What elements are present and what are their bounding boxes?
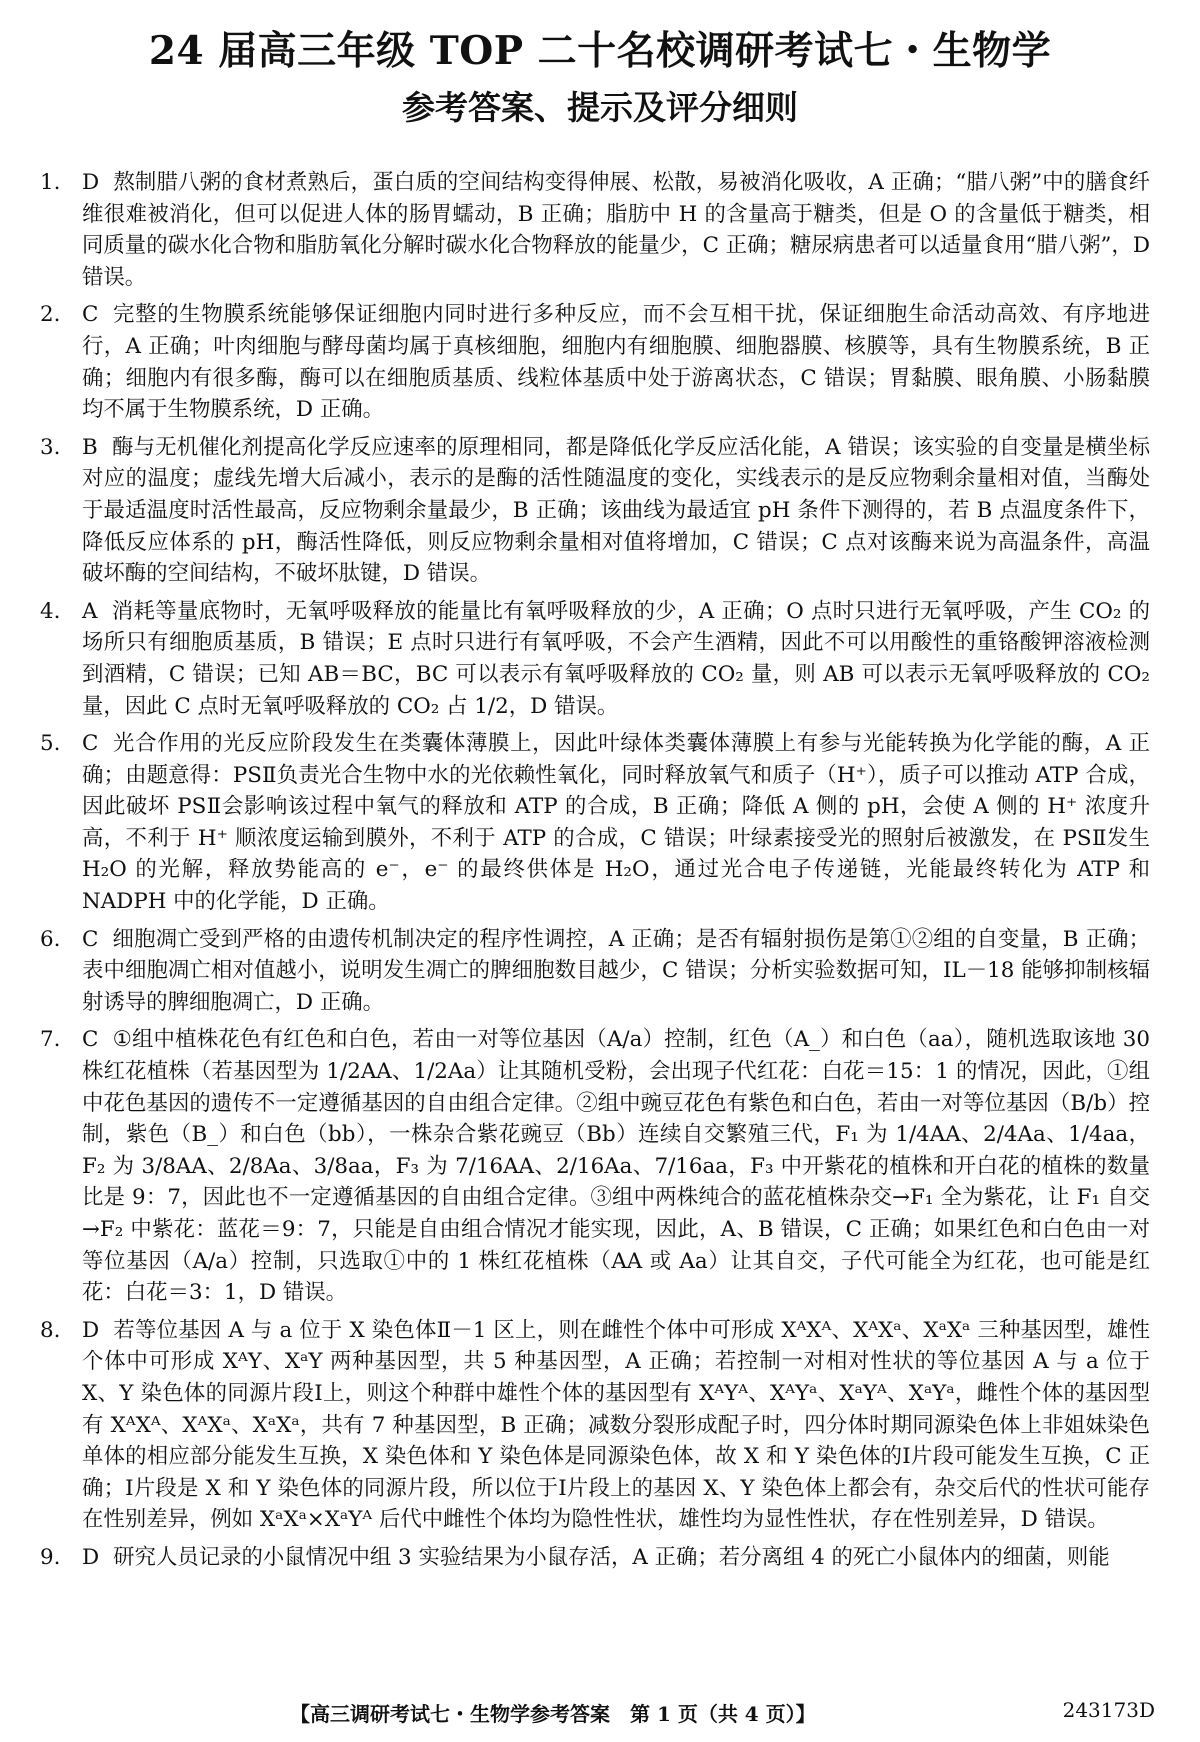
- answer-item-6: [40, 924, 1150, 1019]
- answer-explanation: 细胞凋亡受到严格的由遗传机制决定的程序性调控，A 正确；是否有辐射损伤是第①②组的自变量，B 正确；表中细胞凋亡相对值越小，说明发生凋亡的脾细胞数目越少，C 错误；分析实验数据可知，IL－18 能够抑制核辐射诱导的脾细胞凋亡，D 正确。: [82, 926, 1150, 1015]
- answer-item-7: [40, 1024, 1150, 1308]
- answer-choice: D: [82, 170, 100, 195]
- answer-choice: D: [82, 1544, 100, 1570]
- answer-number: 7.: [40, 1027, 61, 1053]
- answer-number: 5.: [40, 731, 61, 757]
- answer-item-4: [40, 596, 1150, 722]
- answer-item-1: [40, 167, 1150, 293]
- answer-choice: B: [82, 434, 98, 460]
- answer-choice: A: [82, 598, 98, 624]
- answer-choice: C: [82, 1027, 99, 1053]
- answer-item-5: [40, 728, 1150, 918]
- answer-explanation: 若等位基因 A 与 a 位于 X 染色体Ⅱ－1 区上，则在雌性个体中可形成 XᴬXᴬ、XᴬXᵃ、XᵃXᵃ 三种基因型，雄性个体中可形成 XᴬY、XᵃY 两种基因型，共 5 种基因型，A 正确；若控制一对相对性状的等位基因 A 与 a 位于 X、Y 染色体的同源片段Ⅰ上，则这个种群中雄性个体的基因型有 XᴬYᴬ、XᴬYᵃ、XᵃYᴬ、XᵃYᵃ，雌性个体的基因型有 XᴬXᴬ、XᴬXᵃ、XᵃXᵃ，共有 7 种基因型，B 正确；减数分裂形成配子时，四分体时期同源染色体上非姐妹染色单体的相应部分能发生互换，X 染色体和 Y 染色体是同源染色体，故 X 和 Y 染色体的Ⅰ片段可能发生互换，C 正确；Ⅰ片段是 X 和 Y 染色体的同源片段，所以位于Ⅰ片段上的基因 X、Y 染色体上都会有，杂交后代的性状可能存在性别差异，例如 XᵃXᵃ×XᵃYᴬ 后代中雌性个体均为隐性性状，雄性均为显性性状，存在性别差异，D 错误。: [82, 1317, 1150, 1533]
- answer-number: 3.: [40, 434, 61, 460]
- answer-number: 1.: [40, 170, 61, 195]
- answer-number: 8.: [40, 1317, 61, 1343]
- answer-explanation: 酶与无机催化剂提高化学反应速率的原理相同，都是降低化学反应活化能，A 错误；该实验的自变量是横坐标对应的温度；虚线先增大后减小，表示的是酶的活性随温度的变化，实线表示的是反应物剩余量相对值，当酶处于最适温度时活性最高，反应物剩余量最少，B 正确；该曲线为最适宜 pH 条件下测得的，若 B 点温度条件下，降低反应体系的 pH，酶活性降低，则反应物剩余量相对值将增加，C 错误；C 点对该酶来说为高温条件，高温破坏酶的空间结构，不破坏肽键，D 错误。: [82, 434, 1150, 587]
- footer-code: 243173D: [1062, 1698, 1155, 1722]
- answer-choice: C: [82, 926, 99, 952]
- page-subtitle: 参考答案、提示及评分细则: [402, 88, 798, 127]
- answer-item-9: [40, 1542, 1150, 1574]
- answer-item-8: [40, 1315, 1150, 1536]
- answer-number: 2.: [40, 302, 61, 328]
- answer-explanation: ①组中植株花色有红色和白色，若由一对等位基因（A/a）控制，红色（A_）和白色（aa），随机选取该地 30 株红花植株（若基因型为 1/2AA、1/2Aa）让其随机受粉，会出现子代红花：白花＝15：1 的情况，因此，①组中花色基因的遗传不一定遵循基因的自由组合定律。②组中豌豆花色有紫色和白色，若由一对等位基因（B/b）控制，紫色（B_）和白色（bb），一株杂合紫花豌豆（Bb）连续自交繁殖三代，F₁ 为 1/4AA、2/4Aa、1/4aa，F₂ 为 3/8AA、2/8Aa、3/8aa，F₃ 为 7/16AA、2/16Aa、7/16aa，F₃ 中开紫花的植株和开白花的植株的数量比是 9：7，因此也不一定遵循基因的自由组合定律。③组中两株纯合的蓝花植株杂交→F₁ 全为紫花，让 F₁ 自交→F₂ 中紫花：蓝花＝9：7，只能是自由组合情况才能实现，因此，A、B 错误，C 正确；如果红色和白色由一对等位基因（A/a）控制，只选取①中的 1 株红花植株（AA 或 Aa）让其自交，子代可能全为红花，也可能是红花：白花＝3：1，D 错误。: [82, 1027, 1150, 1306]
- answer-explanation: 完整的生物膜系统能够保证细胞内同时进行多种反应，而不会互相干扰，保证细胞生命活动高效、有序地进行，A 正确；叶肉细胞与酵母菌均属于真核细胞，细胞内有细胞膜、细胞器膜、核膜等，具有生物膜系统，B 正确；细胞内有很多酶，酶可以在细胞质基质、线粒体基质中处于游离状态，C 错误；胃黏膜、眼角膜、小肠黏膜均不属于生物膜系统，D 正确。: [82, 302, 1150, 423]
- answer-item-3: [40, 432, 1150, 590]
- answer-number: 9.: [40, 1544, 61, 1570]
- answer-item-2: [40, 299, 1150, 425]
- answer-number: 4.: [40, 598, 61, 624]
- answer-choice: D: [82, 1317, 100, 1343]
- answer-choice: C: [82, 731, 99, 757]
- answer-explanation: 光合作用的光反应阶段发生在类囊体薄膜上，因此叶绿体类囊体薄膜上有参与光能转换为化学能的酶，A 正确；由题意得：PSⅡ负责光合生物中水的光依赖性氧化，同时释放氧气和质子（H⁺），质子可以推动 ATP 合成，因此破坏 PSⅡ会影响该过程中氧气的释放和 ATP 的合成，B 正确；降低 A 侧的 pH，会使 A 侧的 H⁺ 浓度升高，不利于 H⁺ 顺浓度运输到膜外，不利于 ATP 的合成，C 错误；叶绿素接受光的照射后被激发，在 PSⅡ发生 H₂O 的光解，释放势能高的 e⁻，e⁻ 的最终供体是 H₂O，通过光合电子传递链，光能最终转化为 ATP 和 NADPH 中的化学能，D 正确。: [82, 731, 1150, 915]
- answer-explanation: 研究人员记录的小鼠情况中组 3 实验结果为小鼠存活，A 正确；若分离组 4 的死亡小鼠体内的细菌，则能: [113, 1544, 1110, 1570]
- page-title: 24 届高三年级 TOP 二十名校调研考试七・生物学: [148, 28, 1052, 74]
- answer-explanation: 熬制腊八粥的食材煮熟后，蛋白质的空间结构变得伸展、松散，易被消化吸收，A 正确；“腊八粥”中的膳食纤维很难被消化，但可以促进人体的肠胃蠕动，B 正确；脂肪中 H 的含量高于糖类，但是 O 的含量低于糖类，相同质量的碳水化合物和脂肪氧化分解时碳水化合物释放的能量少，C 正确；糖尿病患者可以适量食用“腊八粥”，D 错误。: [82, 170, 1150, 290]
- answers-body: [40, 167, 1150, 1580]
- footer-page-info: 【高三调研考试七・生物学参考答案 第 1 页（共 4 页）】: [290, 1702, 816, 1726]
- answer-explanation: 消耗等量底物时，无氧呼吸释放的能量比有氧呼吸释放的少，A 正确；O 点时只进行无氧呼吸，产生 CO₂ 的场所只有细胞质基质，B 错误；E 点时只进行有氧呼吸，不会产生酒精，因此不可以用酸性的重铬酸钾溶液检测到酒精，C 错误；已知 AB＝BC，BC 可以表示有氧呼吸释放的 CO₂ 量，则 AB 可以表示无氧呼吸释放的 CO₂ 量，因此 C 点时无氧呼吸释放的 CO₂ 占 1/2，D 错误。: [82, 598, 1150, 719]
- answer-number: 6.: [40, 926, 61, 952]
- answer-choice: C: [82, 302, 99, 328]
